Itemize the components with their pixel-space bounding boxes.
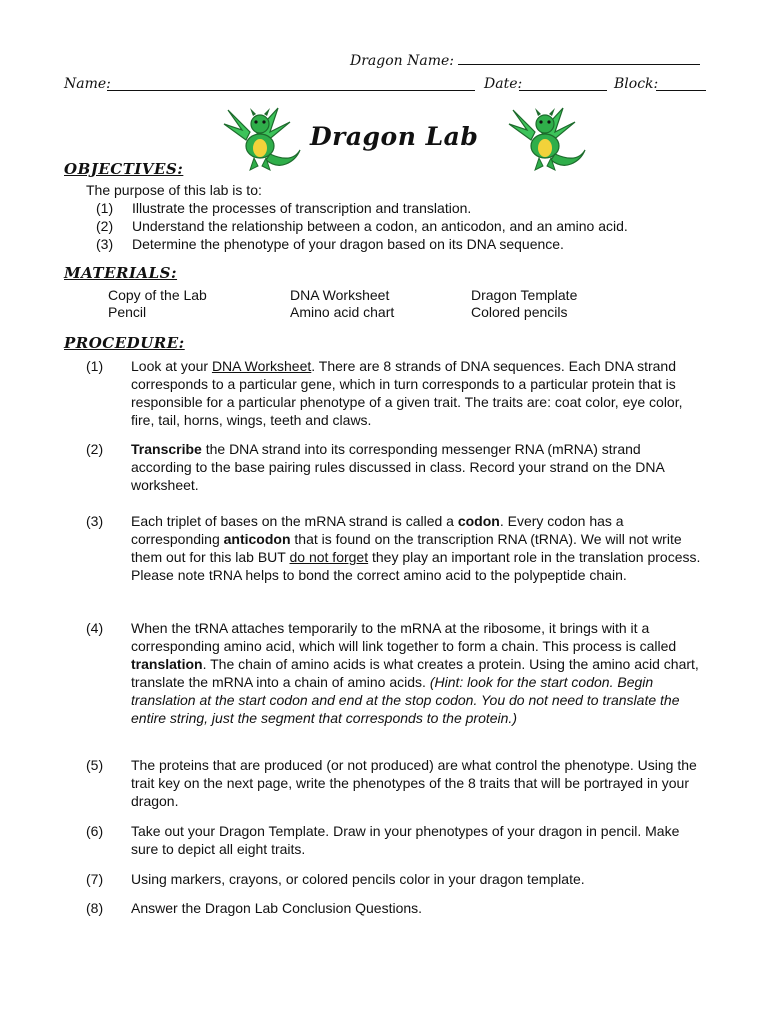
dragon-name-label: Dragon Name:	[350, 53, 454, 69]
name-label: Name:	[64, 76, 111, 92]
objective-item: (2) Understand the relationship between a codon, an anticodon, and an amino acid.	[96, 218, 628, 234]
dragon-name-row	[350, 50, 700, 69]
step-number: (3)	[86, 513, 104, 529]
procedure-step-4: When the tRNA attaches temporarily to the mRNA at the ribosome, it brings with it a corresponding amino acid, which will link together to form a chain. This process is called translation. The chain of amino acids is what creates a protein. Using the amino acid chart, translate the mRNA into a chain of amino acids. (Hint: look for the start codon. Begin translation at the start codon and end at the stop codon. You do not need to translate the entire string, just the segment that corresponds to the protein.)	[131, 620, 699, 726]
step-number: (6)	[86, 823, 104, 839]
dragon-name-blank[interactable]	[458, 50, 700, 65]
materials-heading: MATERIALS:	[64, 264, 178, 282]
procedure-step-7: Using markers, crayons, or colored pencils color in your dragon template.	[131, 871, 585, 887]
procedure-step-1: Look at your DNA Worksheet. There are 8 strands of DNA sequences. Each DNA strand corresponds to a particular gene, which in turn corresponds to a particular protein that is responsible for a particular phenotype of a given trait. The traits are: coat color, eye color, fire, tail, horns, wings, teeth and claws.	[131, 358, 683, 428]
procedure-step-8: Answer the Dragon Lab Conclusion Questions.	[131, 900, 423, 916]
step-number: (2)	[86, 441, 104, 457]
dragon-right-image	[505, 102, 589, 174]
material-item: DNA Worksheet	[290, 287, 390, 303]
dna-worksheet-ref: DNA Worksheet	[211, 358, 312, 374]
procedure-step-3: Each triplet of bases on the mRNA strand is called a codon. Every codon has a corresponding anticodon that is found on the transcription RNA (tRNA). We will not write them out for this lab BUT do not forget they play an important role in the translation process. Please note tRNA helps to bond the correct amino acid to the polypeptide chain.	[131, 513, 701, 583]
block-blank[interactable]	[656, 76, 706, 91]
procedure-heading: PROCEDURE:	[64, 334, 185, 352]
procedure-step-5: The proteins that are produced (or not produced) are what control the phenotype. Using the trait key on the next page, write the phenotypes of the 8 traits that will be portrayed in your dragon.	[131, 757, 697, 809]
step-number: (1)	[86, 358, 104, 374]
objectives-heading: OBJECTIVES:	[64, 160, 184, 178]
step-number: (8)	[86, 900, 104, 916]
page-title: Dragon Lab	[310, 122, 479, 151]
material-item: Pencil	[108, 304, 147, 320]
dragon-left-image	[220, 102, 304, 174]
step-number: (4)	[86, 620, 104, 636]
material-item: Copy of the Lab	[108, 287, 207, 303]
materials-column-2	[290, 287, 394, 321]
name-blank[interactable]	[107, 76, 475, 91]
material-item: Amino acid chart	[290, 304, 395, 320]
date-blank[interactable]	[519, 76, 607, 91]
step-number: (7)	[86, 871, 104, 887]
objective-item: (1) Illustrate the processes of transcription and translation.	[96, 200, 472, 216]
material-item: Colored pencils	[471, 304, 568, 320]
objective-item: (3) Determine the phenotype of your dragon based on its DNA sequence.	[96, 236, 564, 252]
objectives-intro: The purpose of this lab is to:	[86, 182, 262, 198]
procedure-step-6: Take out your Dragon Template. Draw in your phenotypes of your dragon in pencil. Make sure to depict all eight traits.	[131, 823, 680, 857]
step-number: (5)	[86, 757, 104, 773]
block-label: Block:	[614, 76, 659, 92]
materials-column-3	[471, 287, 577, 321]
procedure-step-2: Transcribe the DNA strand into its corresponding messenger RNA (mRNA) strand according to the base pairing rules discussed in class. Record your strand on the DNA worksheet.	[131, 441, 665, 493]
material-item: Dragon Template	[471, 287, 578, 303]
date-label: Date:	[484, 76, 523, 92]
materials-column-1	[108, 287, 207, 321]
